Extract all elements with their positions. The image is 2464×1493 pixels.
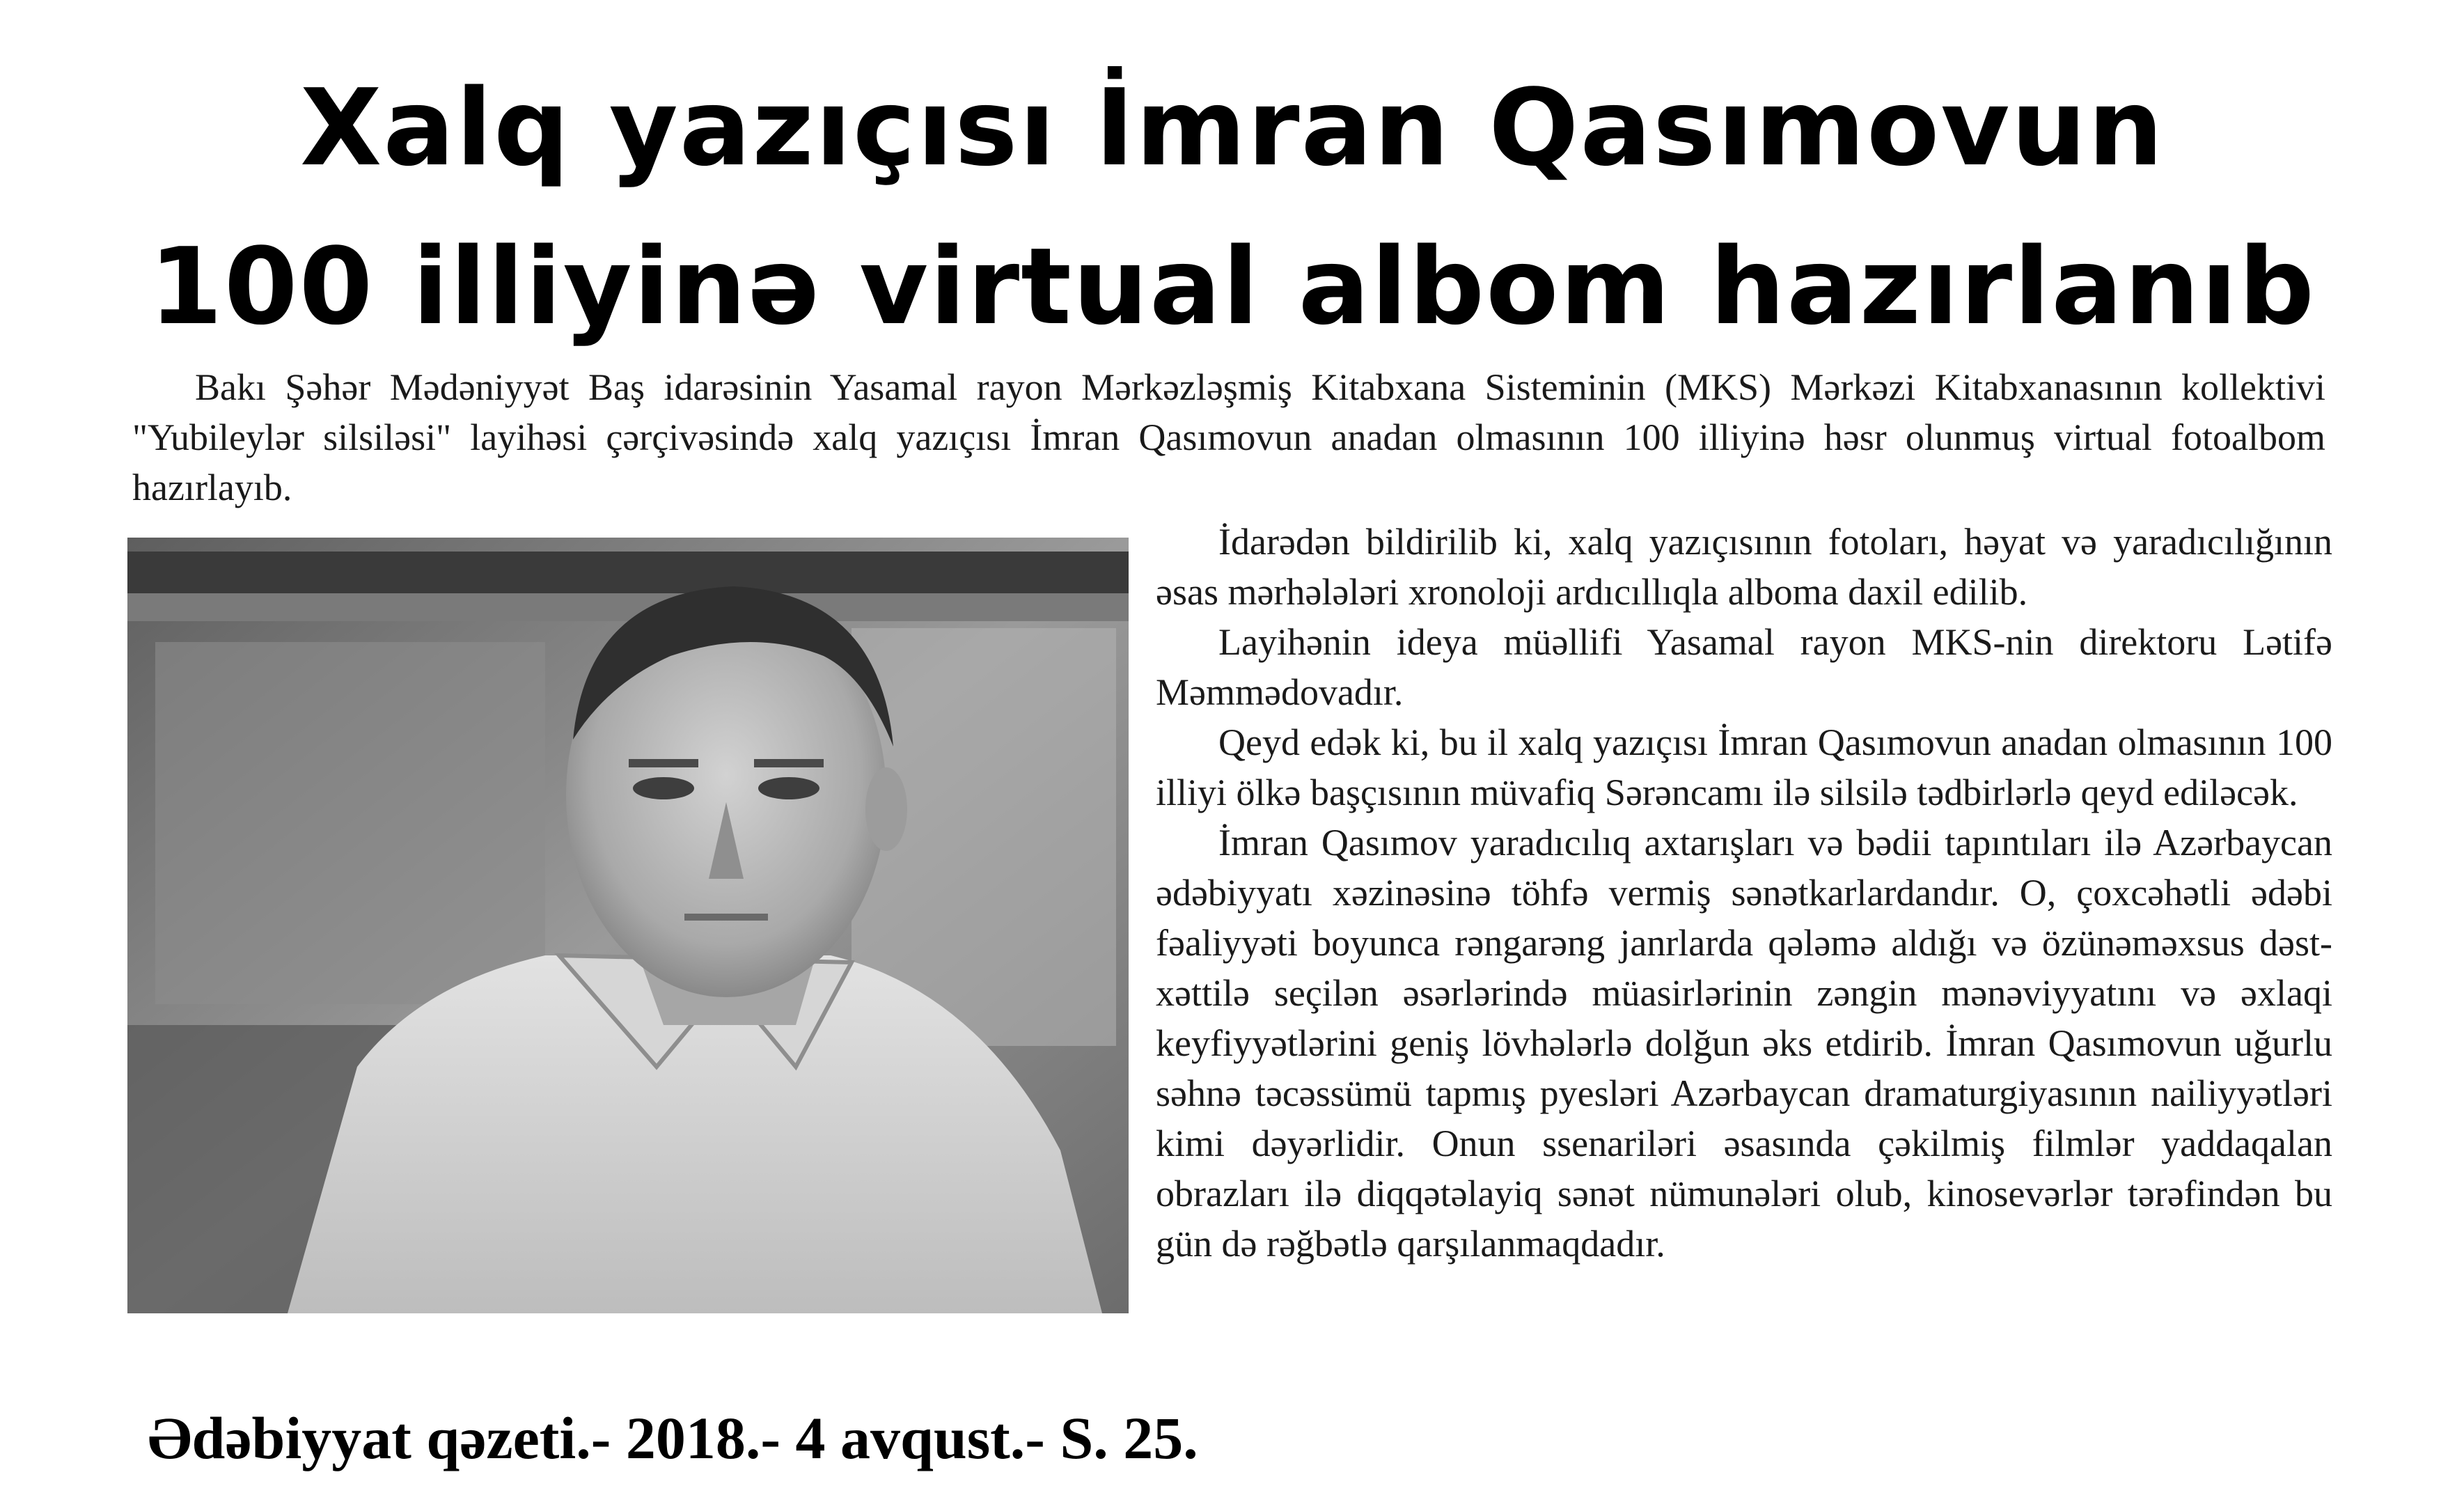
body-paragraph: Qeyd edək ki, bu il xalq yazıçısı İmran Qasımovun anadan olmasının 100 illiyi ölkə başçısının müvafiq Sərəncamı ilə silsilə tədbirlərlə qeyd ediləcək. <box>1156 721 2332 813</box>
article-headline <box>125 49 2339 366</box>
body-paragraph: İmran Qasımov yaradıcılıq axtarışları və bədii tapıntıları ilə Azərbaycan ədəbiyyatı xəzinəsinə töhfə vermiş sənətkarlardandır. O, çoxcəhətli ədəbi fəaliyyəti boyunca rəngarəng janrlarda qələmə aldığı və özünəməxsus dəst-xəttilə seçilən əsərlərində müasirlərinin zəngin mənəviyyatını və əxlaqi keyfiyyətlərini geniş lövhələrlə dolğun əks etdirib. İmran Qasımovun uğurlu səhnə təcəssümü tapmış pyesləri Azərbaycan dramaturgiyasının nailiyyətləri kimi dəyərlidir. Onun ssenariləri əsasında çəkilmiş filmlər yaddaqalan obrazları ilə diqqətəlayiq sənət nümunələri olub, kinosevərlər tərəfindən bu gün də rəğbətlə qarşılanmaqdadır. <box>1156 822 2332 1265</box>
body-paragraph: Layihənin ideya müəllifi Yasamal rayon MKS-nin direktoru Lətifə Məmmədovadır. <box>1156 621 2332 713</box>
headline-line-2: 100 illiyinə virtual albom hazırlanıb <box>149 225 2316 348</box>
portrait-photo <box>127 538 1129 1313</box>
portrait-photo-icon <box>127 538 1129 1313</box>
headline-line-1: Xalq yazıçısı İmran Qasımovun <box>300 66 2165 189</box>
source-citation: Ədəbiyyat qəzeti.- 2018.- 4 avqust.- S. 25. <box>148 1405 1198 1471</box>
lead-paragraph: Bakı Şəhər Mədəniyyət Baş idarəsinin Yasamal rayon Mərkəzləşmiş Kitabxana Sisteminin (MKS) Mərkəzi Kitabxanasının kollektivi "Yubileylər silsiləsi" layihəsi çərçivəsində xalq yazıçısı İmran Qasımovun anadan olmasının 100 illiyinə həsr olunmuş virtual fotoalbom hazırlayıb. <box>132 366 2325 508</box>
article-body-column <box>1156 517 2332 1269</box>
body-paragraph: İdarədən bildirilib ki, xalq yazıçısının fotoları, həyat və yaradıcılığının əsas mərhələləri xronoloji ardıcıllıqla alboma daxil edilib. <box>1156 521 2332 613</box>
